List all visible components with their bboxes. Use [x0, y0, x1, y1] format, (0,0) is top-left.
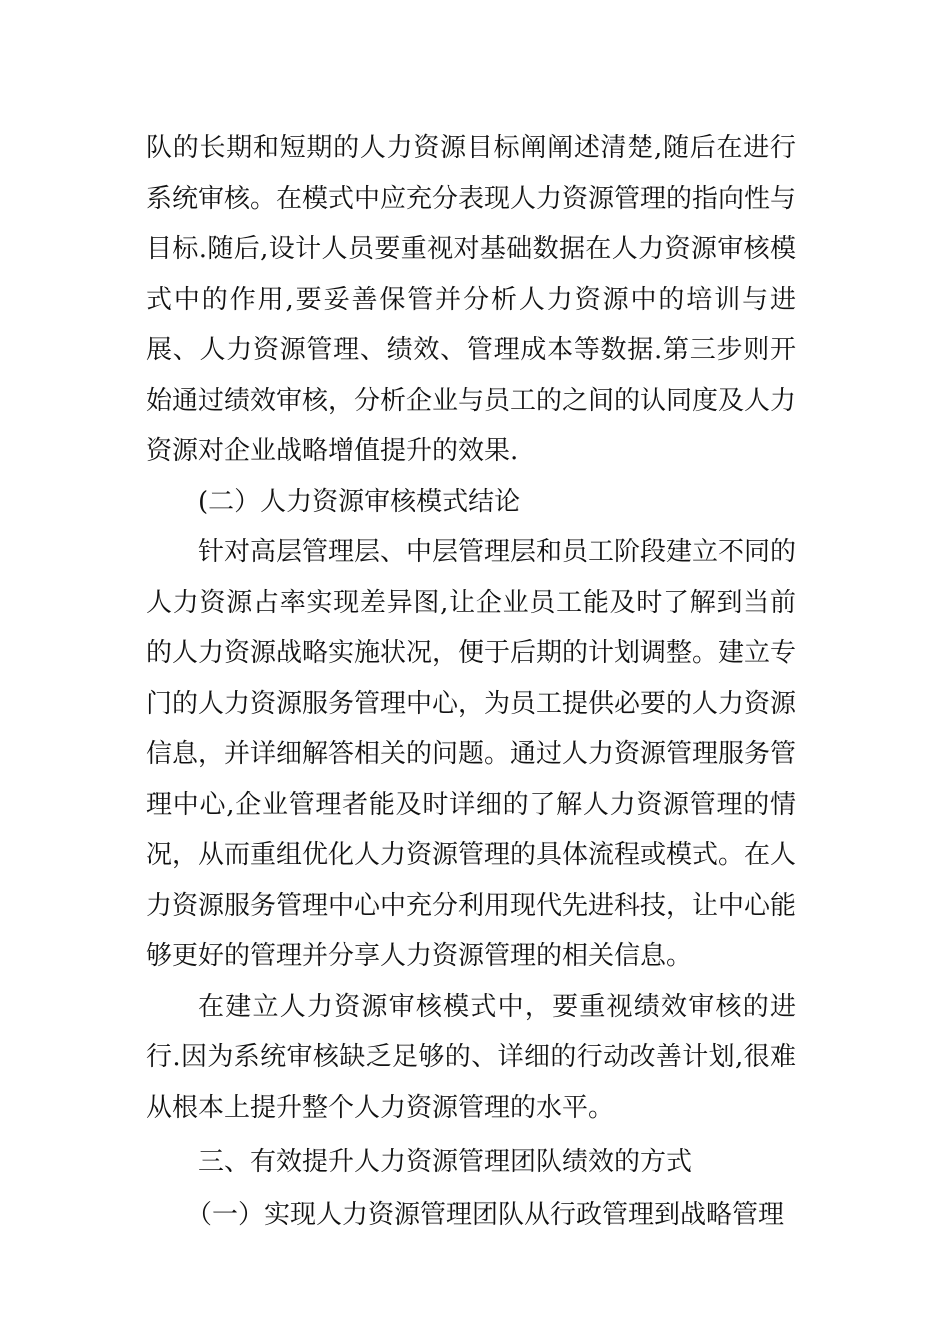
paragraph-conclusion: 针对高层管理层、中层管理层和员工阶段建立不同的人力资源占率实现差异图,让企业员工能及时了解到当前的人力资源战略实施状况，便于后期的计划调整。建立专门的人力资源服务管理中心，为员工提供必要的人力资源信息，并详细解答相关的问题。通过人力资源管理服务管理中心,企业管理者能及时详细的了解人力资源管理的情况，从而重组优化人力资源管理的具体流程或模式。在人力资源服务管理中心中充分利用现代先进科技，让中心能够更好的管理并分享人力资源管理的相关信息。 — [146, 537, 797, 971]
section-subheading-2: (二）人力资源审核模式结论 — [198, 486, 521, 517]
document-body — [146, 123, 796, 1240]
section-heading-3: 三、有效提升人力资源管理团队绩效的方式 — [198, 1147, 693, 1177]
paragraph-performance-audit: 在建立人力资源审核模式中，要重视绩效审核的进行.因为系统审核缺乏足够的、详细的行动改善计划,很难从根本上提升整个人力资源管理的水平。 — [146, 991, 796, 1123]
section-subheading-3-1: （一）实现人力资源管理团队从行政管理到战略管理 — [186, 1199, 785, 1230]
paragraph-continuation: 队的长期和短期的人力资源目标阐阐述清楚,随后在进行系统审核。在模式中应充分表现人力资源管理的指向性与目标.随后,设计人员要重视对基础数据在人力资源审核模式中的作用,要妥善保管并分析人力资源中的培训与进展、人力资源管理、绩效、管理成本等数据.第三步则开始通过绩效审核，分析企业与员工的之间的认同度及人力资源对企业战略增值提升的效果. — [146, 133, 797, 466]
